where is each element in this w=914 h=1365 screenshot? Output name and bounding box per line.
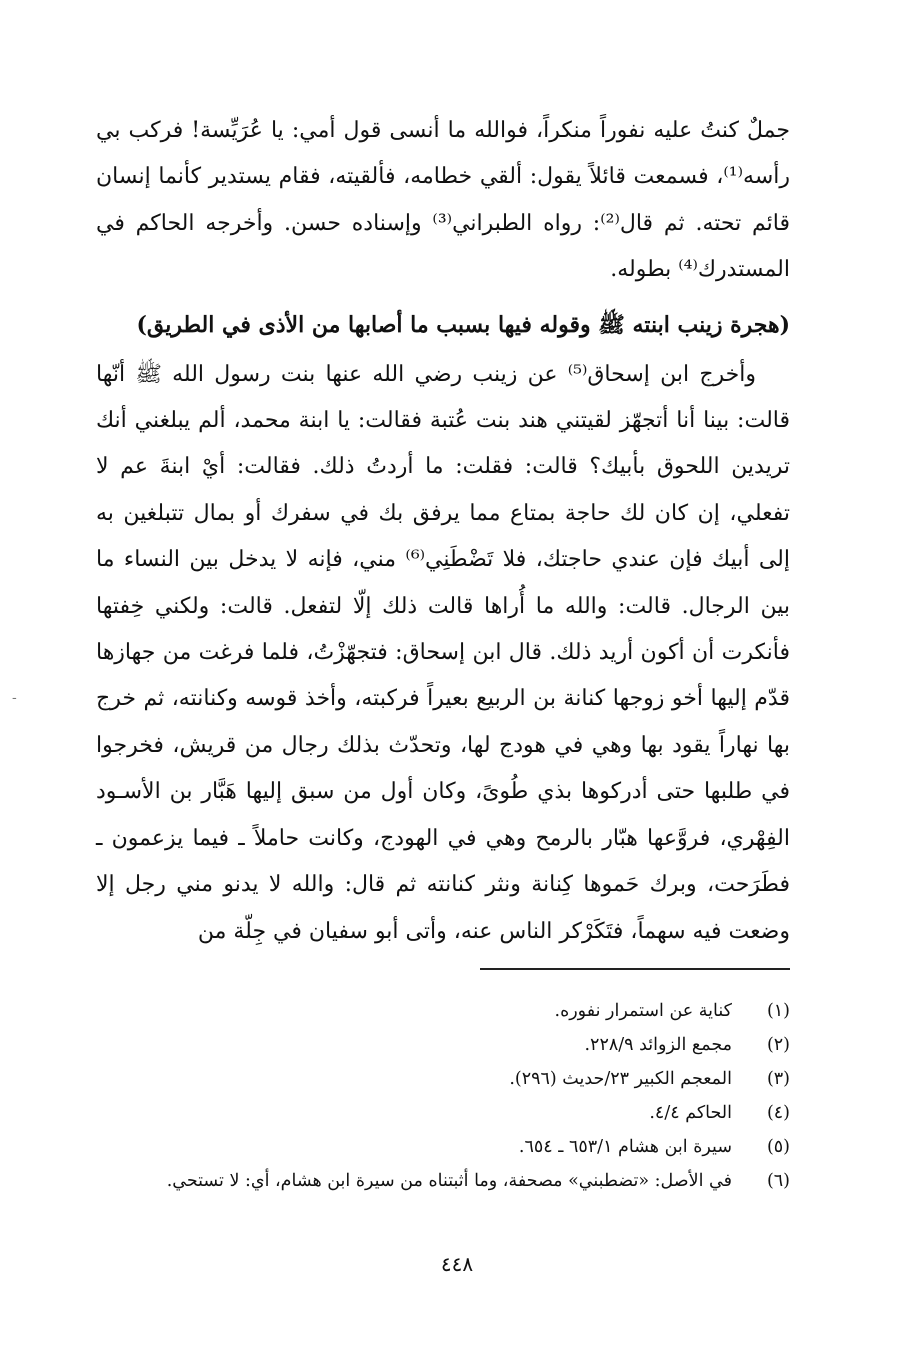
footnote-number: (٤) <box>766 1103 790 1123</box>
footnote-number: (٢) <box>766 1035 790 1055</box>
footnote-text: المعجم الكبير ٢٣/حديث (٢٩٦). <box>509 1069 732 1089</box>
footnote-item <box>96 994 790 1028</box>
footnote-number: (٦) <box>766 1171 790 1191</box>
section-heading: (هجرة زينب ابنته ﷺ وقوله فيها بسبب ما أصابها من الأذى في الطريق) <box>136 311 790 338</box>
footnote-text: مجمع الزوائد ٢٢٨/٩. <box>584 1035 732 1055</box>
continuation-paragraph: جملٌ كنتُ عليه نفوراً منكراً، فوالله ما أنسى قول أمي: يا عُرَيِّسة! فركب بي رأسه⁽¹⁾، فسمعت قائلاً يقول: ألقي خطامه، فألقيته، فقام يستدير كأنما إنسان قائم تحته. ثم قال⁽²⁾: رواه الطبراني⁽³⁾ وإسناده حسن. وأخرجه الحاكم في المستدرك⁽⁴⁾ بطوله. <box>96 118 791 283</box>
footnote-text: الحاكم ٤/٤. <box>649 1103 732 1123</box>
margin-mark: - <box>12 690 17 706</box>
footnote-number: (٥) <box>766 1137 790 1157</box>
page-number: ٤٤٨ <box>440 1252 474 1276</box>
body-paragraph: وأخرج ابن إسحاق⁽⁵⁾ عن زينب رضي الله عنها بنت رسول الله ﷺ أنّها قالت: بينا أنا أتجهّز لقيتني هند بنت عُتبة فقالت: يا ابنة محمد، ألم يبلغني أنك تريدين اللحوق بأبيك؟ قالت: فقلت: ما أردتُ ذلك. فقالت: أيْ ابنةَ عم لا تفعلي، إن كان لك حاجة بمتاع مما يرفق بك في سفرك أو بمال تتبلغين به إلى أبيك فإن عندي حاجتك، فلا تَضْطَنِي⁽⁶⁾ مني، فإنه لا يدخل بين النساء ما بين الرجال. قالت: والله ما أُراها قالت ذلك إلّا لتفعل. قالت: ولكني خِفتها فأنكرت أن أكون أريد ذلك. قال ابن إسحاق: فتجهّزْتُ، فلما فرغت من جهازها قدّم إليها أخو زوجها كنانة بن الربيع بعيراً فركبته، وأخذ قوسه وكنانته، ثم خرج بها نهاراً يقود بها وهي في هودج لها، وتحدّث بذلك رجال من قريش، فخرجوا في طلبها حتى أدركوها بذي طُوىً، وكان أول من سبق إليها هَبَّار بن الأسـود الفِهْري، فروَّعها هبّار بالرمح وهي في الهودج، وكانت حاملاً ـ فيما يزعمون ـ فطَرَحت، وبرك حَموها كِنانة ونثر كنانته ثم قال: والله لا يدنو مني رجل إلا وضعت فيه سهماً، فتَكَرْكر الناس عنه، وأتى أبو سفيان في جِلّة من <box>96 361 790 944</box>
footnote-separator <box>480 968 790 970</box>
footnote-item <box>96 1028 790 1062</box>
footnote-text: سيرة ابن هشام ٦٥٣/١ ـ ٦٥٤. <box>518 1137 732 1157</box>
footnote-item <box>96 1062 790 1096</box>
main-text <box>96 108 790 955</box>
footnote-text: كناية عن استمرار نفوره. <box>554 1001 732 1021</box>
footnote-number: (١) <box>766 1001 790 1021</box>
footnote-text: في الأصل: «تضطبني» مصحفة، وما أثبتناه من سيرة ابن هشام، أي: لا تستحي. <box>166 1171 732 1191</box>
footnote-number: (٣) <box>766 1069 790 1089</box>
footnotes <box>96 994 790 1198</box>
footnote-item <box>96 1164 790 1198</box>
footnote-item <box>96 1130 790 1164</box>
footnote-item <box>96 1096 790 1130</box>
